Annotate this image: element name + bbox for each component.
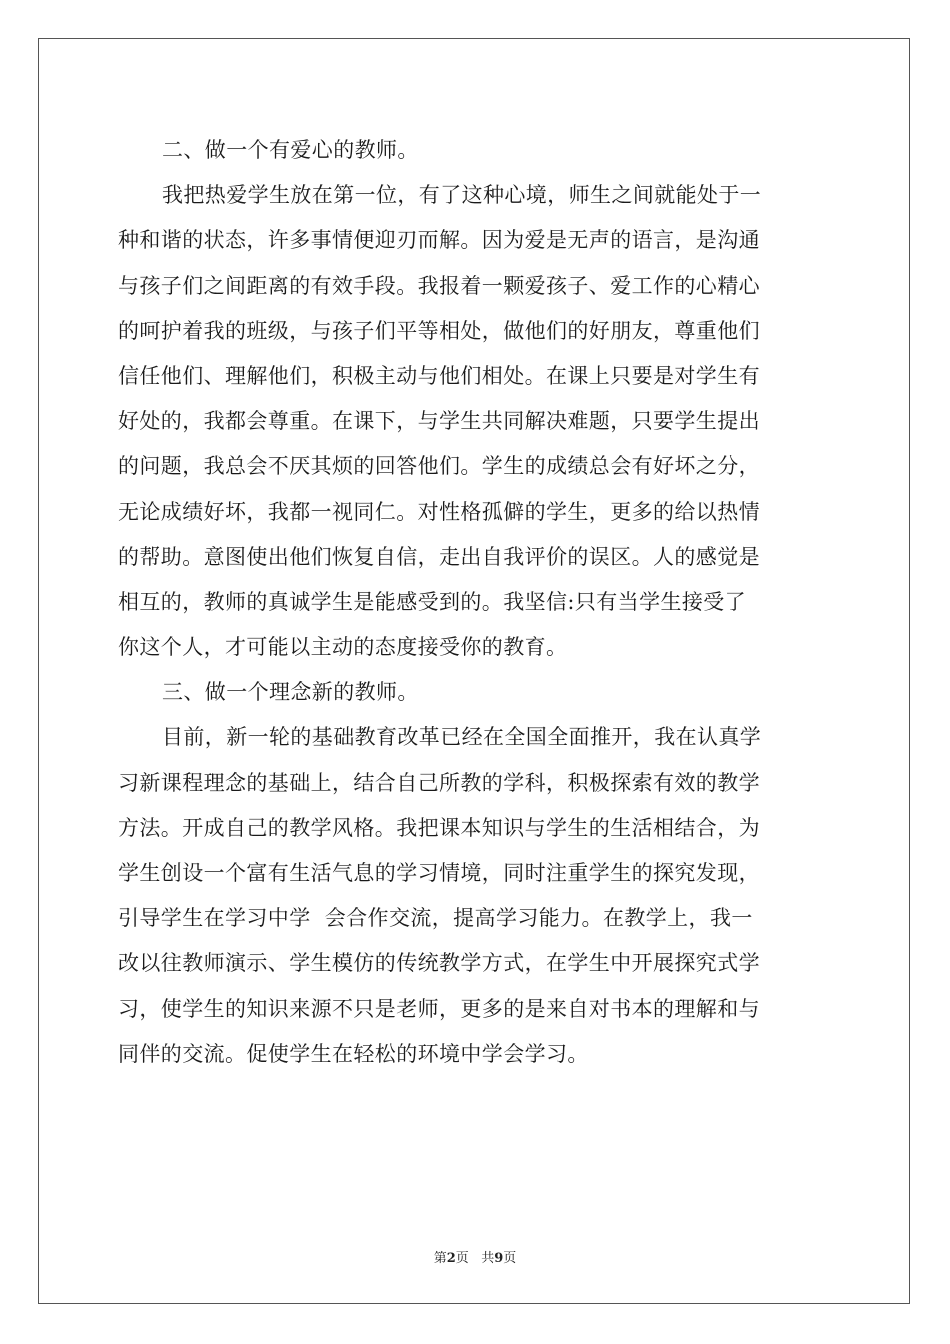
page-total-prefix: 共 xyxy=(481,1251,495,1266)
text-line: 引导学生在学习中学 会合作交流，提高学习能力。在教学上，我一 xyxy=(118,906,753,931)
text-line: 与孩子们之间距离的有效手段。我报着一颗爱孩子、爱工作的心精心 xyxy=(118,273,760,298)
page-total-suffix: 页 xyxy=(503,1251,517,1266)
paragraph xyxy=(118,173,834,670)
text-line: 习，使学生的知识来源不只是老师，更多的是来自对书本的理解和与 xyxy=(118,996,760,1021)
page-number-prefix: 第 xyxy=(433,1251,447,1266)
text-line: 方法。开成自己的教学风格。我把课本知识与学生的生活相结合，为 xyxy=(118,815,760,840)
text-line: 三、做一个理念新的教师。 xyxy=(162,680,419,705)
text-line: 相互的，教师的真诚学生是能感受到的。我坚信:只有当学生接受了 xyxy=(118,589,747,614)
text-line: 改以往教师演示、学生模仿的传统教学方式，在学生中开展探究式学 xyxy=(118,951,760,976)
paragraph xyxy=(118,670,834,715)
text-line: 的呵护着我的班级，与孩子们平等相处，做他们的好朋友，尊重他们 xyxy=(118,318,760,343)
paragraph xyxy=(118,128,834,173)
page-footer xyxy=(0,1247,950,1266)
paragraph xyxy=(118,715,834,1077)
page-number-current: 2 xyxy=(446,1251,456,1266)
text-line: 习新课程理念的基础上，结合自己所教的学科，积极探索有效的教学 xyxy=(118,770,760,795)
text-line: 目前，新一轮的基础教育改革已经在全国全面推开，我在认真学 xyxy=(162,725,762,750)
text-line: 无论成绩好坏，我都一视同仁。对性格孤僻的学生，更多的给以热情 xyxy=(118,499,760,524)
text-line: 好处的，我都会尊重。在课下，与学生共同解决难题，只要学生提出 xyxy=(118,409,760,434)
text-line: 二、做一个有爱心的教师。 xyxy=(162,138,419,162)
text-line: 同伴的交流。促使学生在轻松的环境中学会学习。 xyxy=(118,1041,589,1066)
text-line: 信任他们、理解他们，积极主动与他们相处。在课上只要是对学生有 xyxy=(118,363,760,388)
text-line: 的问题，我总会不厌其烦的回答他们。学生的成绩总会有好坏之分， xyxy=(118,454,760,479)
document-body xyxy=(118,128,834,1077)
page-number-total: 9 xyxy=(494,1251,504,1266)
text-line: 学生创设一个富有生活气息的学习情境，同时注重学生的探究发现， xyxy=(118,861,760,885)
text-line: 你这个人，才可能以主动的态度接受你的教育。 xyxy=(118,635,568,660)
text-line: 种和谐的状态，许多事情便迎刃而解。因为爱是无声的语言，是沟通 xyxy=(118,228,760,253)
page-number-suffix: 页 xyxy=(455,1251,469,1266)
text-line: 的帮助。意图使出他们恢复自信，走出自我评价的误区。人的感觉是 xyxy=(118,544,760,569)
text-line: 我把热爱学生放在第一位，有了这种心境，师生之间就能处于一 xyxy=(162,183,762,208)
